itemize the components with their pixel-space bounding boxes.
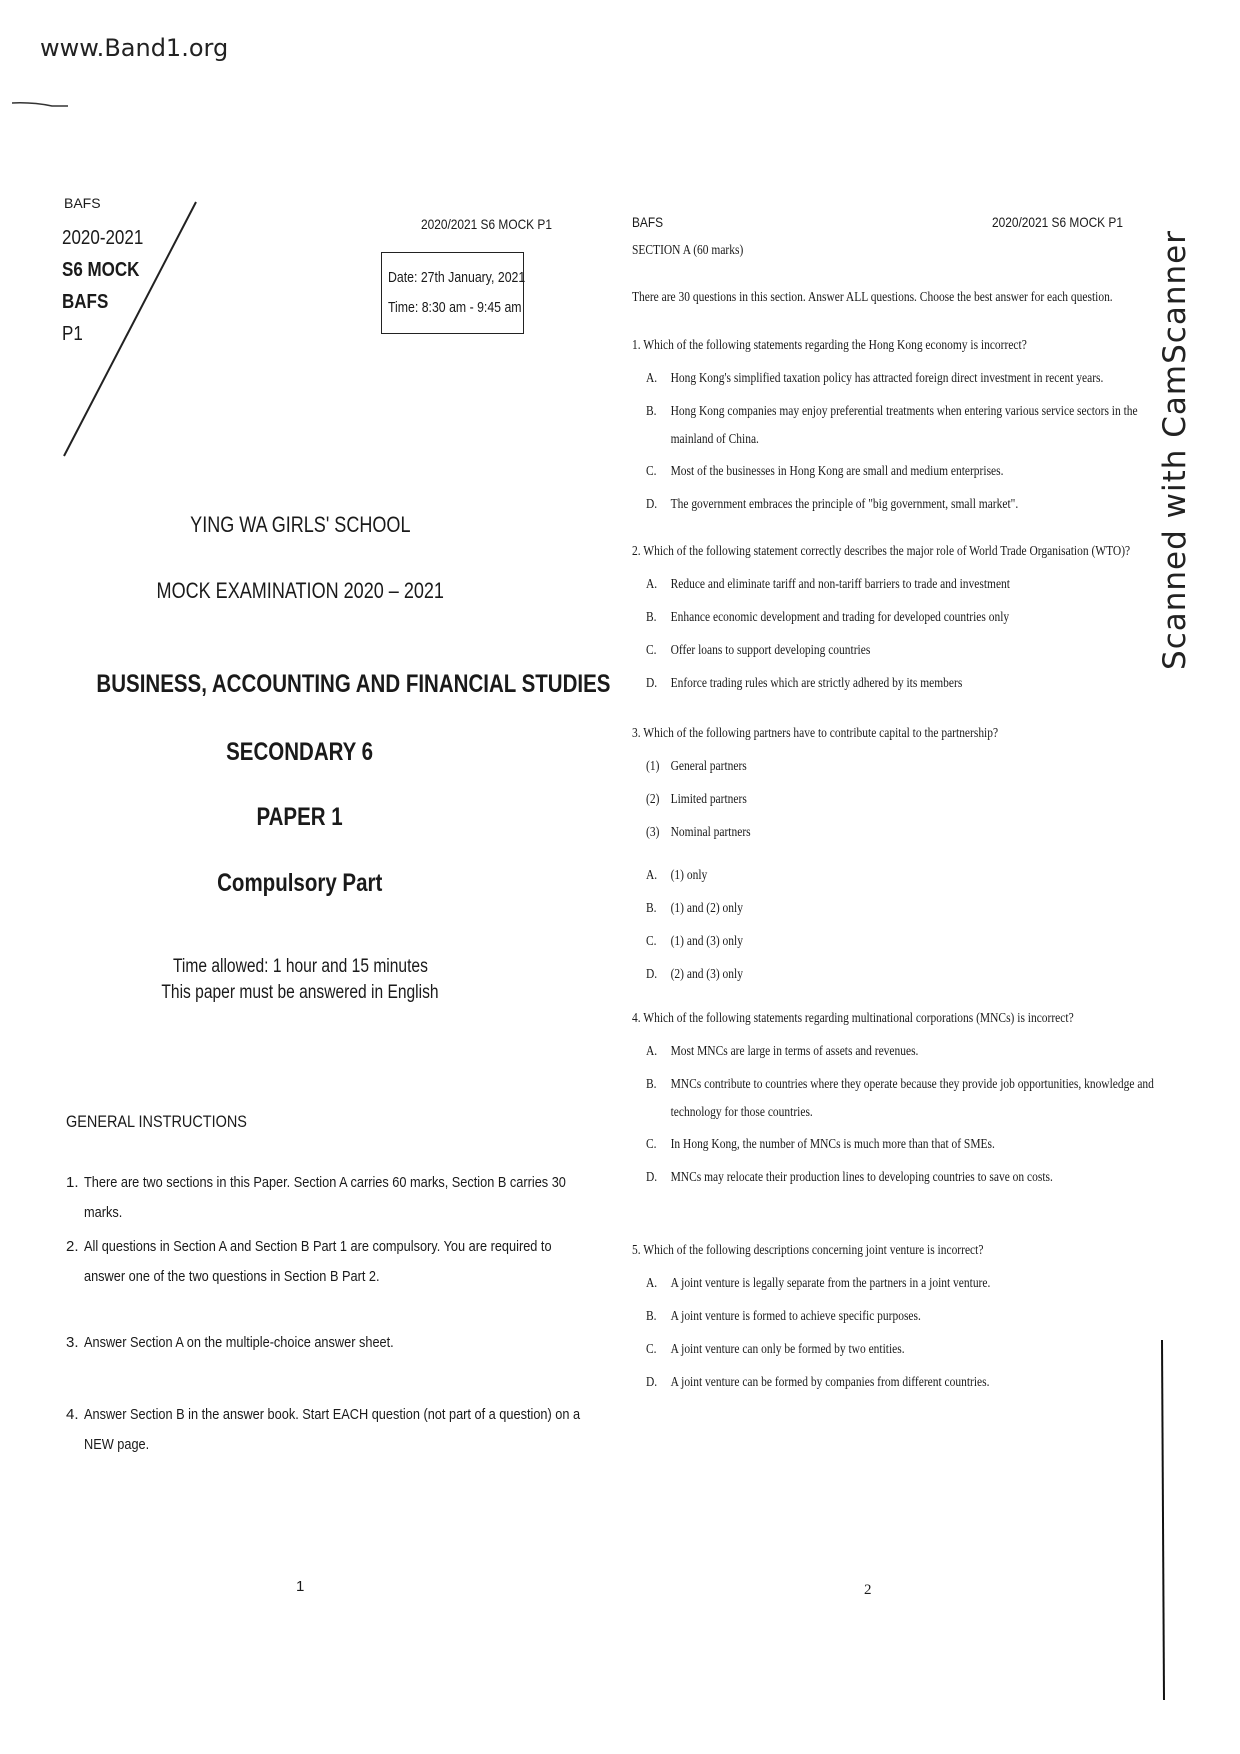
answer-option: A. Reduce and eliminate tariff and non-tariff barriers to trade and investment: [646, 577, 1010, 592]
instruction-number: 3.: [66, 1334, 79, 1351]
section-intro: There are 30 questions in this section. Answer ALL questions. Choose the best answer for each question.: [632, 290, 1113, 305]
answer-option: D. (2) and (3) only: [646, 967, 743, 982]
instruction-text: Answer Section A on the multiple-choice answer sheet.: [84, 1334, 394, 1351]
subject-title: BUSINESS, ACCOUNTING AND FINANCIAL STUDIES: [96, 670, 611, 698]
instruction-text: There are two sections in this Paper. Section A carries 60 marks, Section B carries 30 marks.: [84, 1174, 566, 1221]
date-time-box: [381, 252, 524, 334]
form-level: SECONDARY 6: [226, 738, 374, 766]
answer-option: A. Most MNCs are large in terms of assets and revenues.: [646, 1044, 919, 1059]
exam-date: Date: 27th January, 2021: [388, 269, 526, 286]
answer-option: B. MNCs contribute to countries where they operate because they provide job opportunities, knowledge and technology for those countries.: [646, 1077, 1154, 1120]
exam-title: MOCK EXAMINATION 2020 – 2021: [156, 578, 444, 603]
handwritten-line: P1: [62, 323, 83, 345]
instruction-item: [66, 1400, 626, 1460]
answer-option: D. The government embraces the principle of "big government, small market".: [646, 497, 1019, 512]
answer-option: A. (1) only: [646, 868, 708, 883]
camscanner-watermark: [1155, 180, 1195, 720]
answer-option: B. Enhance economic development and trading for developed countries only: [646, 610, 1010, 625]
page-number: 2: [864, 1582, 872, 1598]
handwritten-line: S6 MOCK: [62, 259, 140, 281]
paper-number: PAPER 1: [256, 803, 344, 831]
paper-part: Compulsory Part: [217, 869, 383, 897]
section-heading: SECTION A (60 marks): [632, 243, 744, 258]
answer-option: C. A joint venture can only be formed by two entities.: [646, 1342, 905, 1357]
question: [632, 726, 1232, 1001]
school-name: YING WA GIRLS' SCHOOL: [189, 512, 411, 537]
instruction-item: [66, 1328, 626, 1358]
statement-item: (3) Nominal partners: [646, 825, 751, 840]
answer-option: D. MNCs may relocate their production lines to developing countries to save on costs.: [646, 1170, 1053, 1185]
answer-option: A. A joint venture is legally separate from the partners in a joint venture.: [646, 1276, 991, 1291]
instruction-number: 2.: [66, 1238, 79, 1255]
answer-option: B. A joint venture is formed to achieve specific purposes.: [646, 1309, 921, 1324]
answer-option: C. In Hong Kong, the number of MNCs is much more than that of SMEs.: [646, 1137, 995, 1152]
question-stem: 4. Which of the following statements regarding multinational corporations (MNCs) is incorrect?: [632, 1011, 1074, 1026]
exam-time: Time: 8:30 am - 9:45 am: [388, 299, 522, 316]
question-stem: 1. Which of the following statements regarding the Hong Kong economy is incorrect?: [632, 338, 1027, 353]
question-stem: 5. Which of the following descriptions concerning joint venture is incorrect?: [632, 1243, 984, 1258]
instruction-item: [66, 1168, 626, 1228]
handwritten-slash: [60, 200, 210, 460]
question: [632, 338, 1232, 531]
question-stem: 3. Which of the following partners have to contribute capital to the partnership?: [632, 726, 999, 741]
scan-artifact-mark: [12, 100, 70, 108]
camscanner-text: Scanned with CamScanner: [1157, 230, 1193, 670]
question: [632, 1243, 1232, 1409]
instruction-text: All questions in Section A and Section B Part 1 are compulsory. You are required to answer one of the two questions in Section B Part 2.: [84, 1238, 552, 1285]
answer-option: D. A joint venture can be formed by companies from different countries.: [646, 1375, 990, 1390]
page-number: 1: [296, 1578, 305, 1595]
question: [632, 544, 1232, 710]
instruction-number: 1.: [66, 1174, 79, 1191]
instruction-item: [66, 1232, 626, 1292]
answer-option: B. (1) and (2) only: [646, 901, 743, 916]
answer-option: C. (1) and (3) only: [646, 934, 743, 949]
answer-option: B. Hong Kong companies may enjoy preferential treatments when entering various service sectors in the mainland of China.: [646, 404, 1138, 447]
handwritten-line: 2020-2021: [62, 227, 144, 249]
answer-option: C. Most of the businesses in Hong Kong are small and medium enterprises.: [646, 464, 1004, 479]
language-requirement: This paper must be answered in English: [161, 982, 439, 1003]
scan-edge-shadow: [1160, 1340, 1166, 1700]
answer-option: C. Offer loans to support developing countries: [646, 643, 871, 658]
right-paper-reference: 2020/2021 S6 MOCK P1: [992, 214, 1123, 230]
instruction-number: 4.: [66, 1406, 79, 1423]
left-subject-tag: BAFS: [64, 195, 101, 211]
instruction-text: Answer Section B in the answer book. Start EACH question (not part of a question) on a NEW page.: [84, 1406, 581, 1453]
general-instructions-heading: GENERAL INSTRUCTIONS: [66, 1112, 247, 1131]
answer-option: D. Enforce trading rules which are strictly adhered by its members: [646, 676, 963, 691]
right-subject-tag: BAFS: [632, 214, 664, 230]
left-paper-reference: 2020/2021 S6 MOCK P1: [421, 216, 552, 232]
statement-item: (2) Limited partners: [646, 792, 747, 807]
time-allowed: Time allowed: 1 hour and 15 minutes: [172, 956, 428, 977]
question-stem: 2. Which of the following statement correctly describes the major role of World Trade Organisation (WTO)?: [632, 544, 1131, 559]
site-url-watermark: www.Band1.org: [40, 34, 229, 62]
statement-item: (1) General partners: [646, 759, 747, 774]
question: [632, 1011, 1232, 1204]
answer-option: A. Hong Kong's simplified taxation policy has attracted foreign direct investment in recent years.: [646, 371, 1104, 386]
handwritten-line: BAFS: [62, 291, 109, 313]
